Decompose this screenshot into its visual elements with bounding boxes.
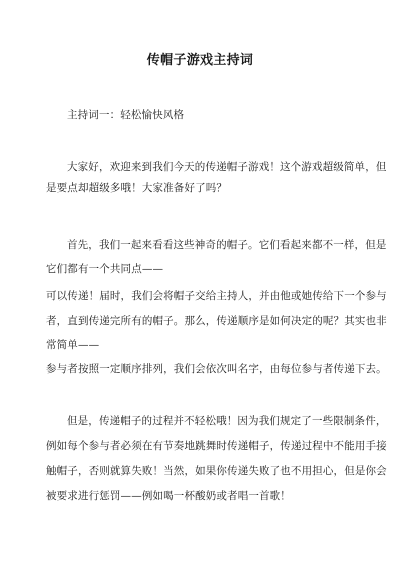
paragraph-line: 例如每个参与者必须在有节奏地跳舞时传递帽子，传递过程中不能用手接 (46, 440, 387, 452)
paragraph-line: 大家好，欢迎来到我们今天的传递帽子游戏！这个游戏超级简单，但 (67, 161, 387, 173)
paragraph-line: 被要求进行惩罚——例如喝一杯酸奶或者唱一首歌！ (46, 490, 291, 502)
paragraph-line: 参与者按照一定顺序排列，我们会依次叫名字，由每位参与者传递下去。 (46, 363, 387, 375)
section-heading: 主持词一：轻松愉快风格 (67, 109, 185, 121)
paragraph-line: 触帽子，否则就算失败！当然，如果你传递失败了也不用担心，但是你会 (46, 465, 387, 477)
document-title: 传帽子游戏主持词 (146, 53, 254, 68)
paragraph-line: 可以传递！届时，我们会将帽子交给主持人，并由他或她传给下一个参与 (46, 290, 387, 302)
paragraph-line: 它们都有一个共同点—— (46, 263, 164, 275)
paragraph-line: 是要点却超级多哦！大家准备好了吗？ (46, 182, 228, 194)
paragraph-line: 者，直到传递完所有的帽子。那么，传递顺序是如何决定的呢？其实也非 (46, 315, 387, 327)
paragraph-line: 常简单—— (46, 339, 100, 351)
paragraph-line: 但是，传递帽子的过程并不轻松哦！因为我们规定了一些限制条件， (67, 415, 387, 427)
paragraph-line: 首先，我们一起来看看这些神奇的帽子。它们看起来都不一样，但是 (67, 239, 387, 251)
